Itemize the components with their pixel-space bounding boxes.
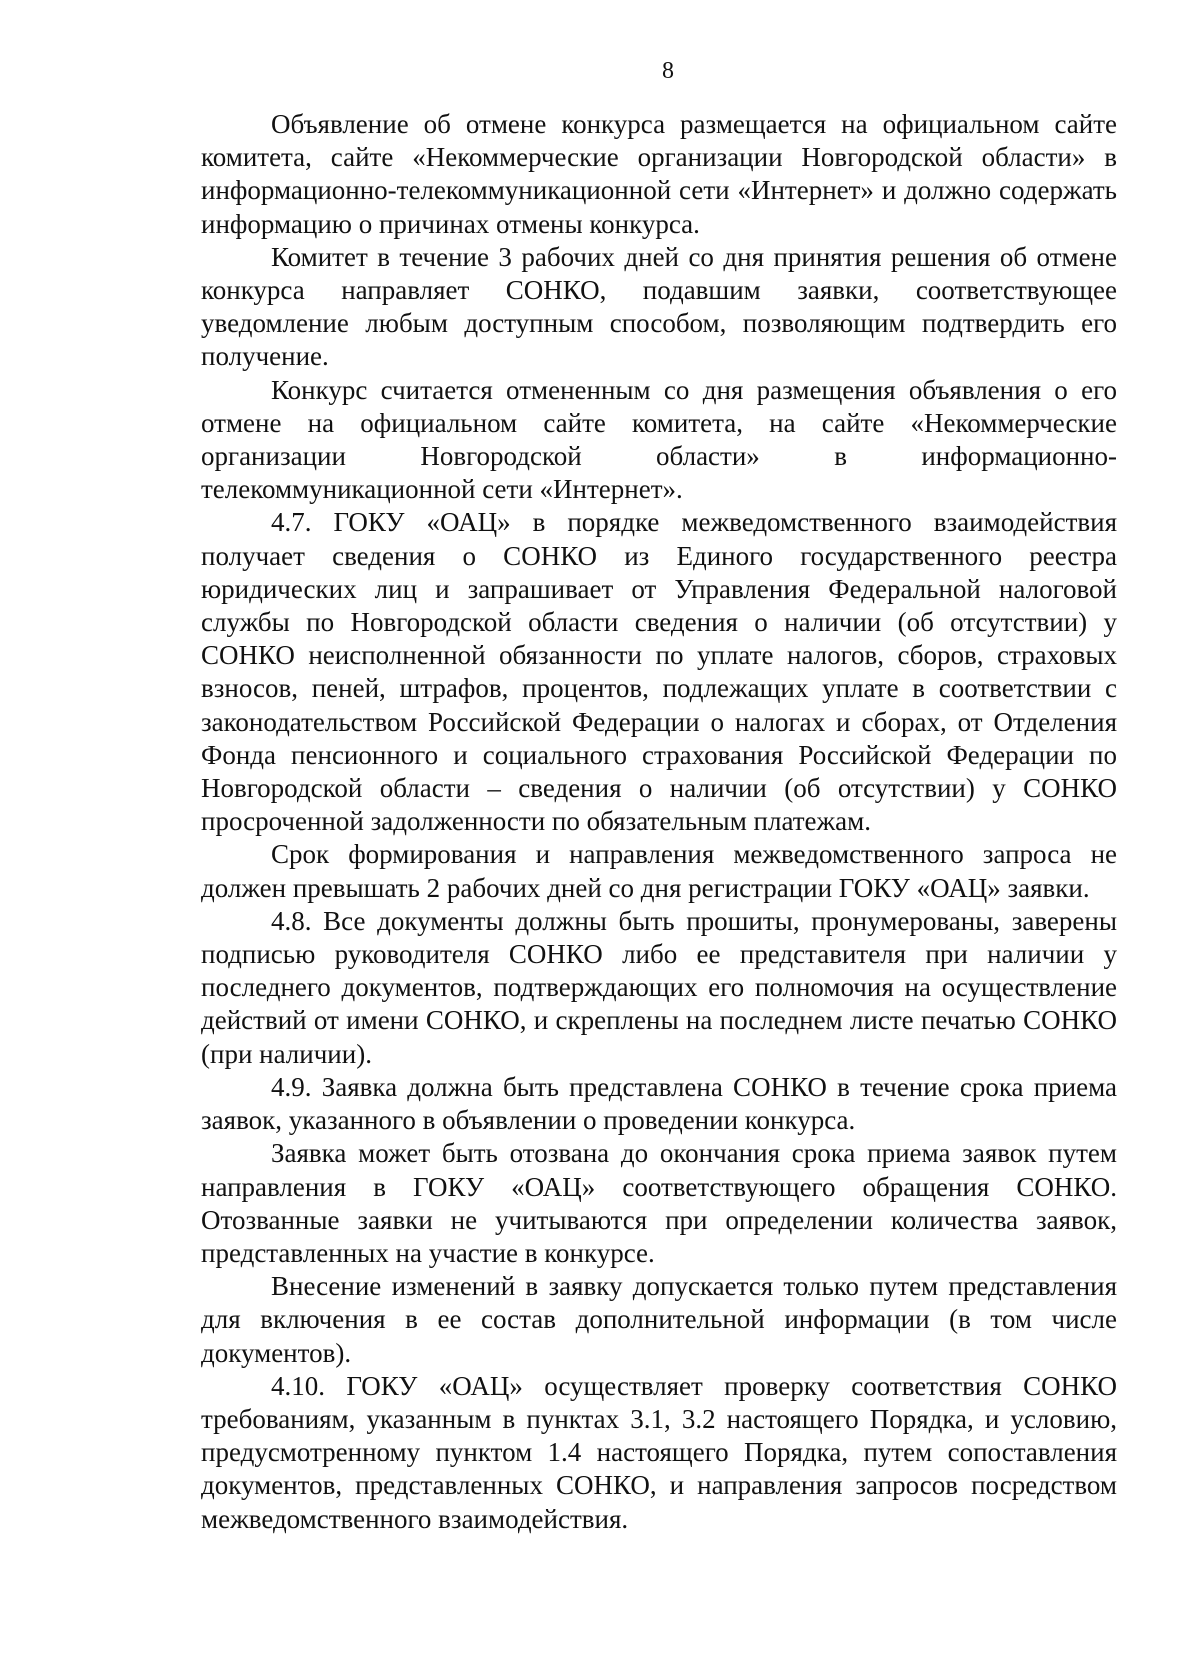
paragraph: Внесение изменений в заявку допускается только путем представления для включения в ее состав дополнительной информации (в том числе документов). — [201, 1271, 1117, 1368]
paragraph: Конкурс считается отмененным со дня размещения объявления о его отмене на официальном сайте комитета, на сайте «Некоммерческие организации Новгородской области» в информационно-телекоммуникационной сети «Интернет». — [201, 374, 1117, 505]
paragraph: Комитет в течение 3 рабочих дней со дня принятия решения об отмене конкурса направляет СОНКО, подавшим заявки, соответствующее уведомление любым доступным способом, позволяющим подтвердить его получение. — [201, 241, 1117, 372]
paragraph: Объявление об отмене конкурса размещается на официальном сайте комитета, сайте «Некоммерческие организации Новгородской области» в информационно-телекоммуникационной сети «Интернет» и должно содержать информацию о причинах отмены конкурса. — [201, 109, 1117, 239]
paragraph: Срок формирования и направления межведомственного запроса не должен превышать 2 рабочих дней со дня регистрации ГОКУ «ОАЦ» заявки. — [201, 839, 1117, 903]
paragraph: 4.7. ГОКУ «ОАЦ» в порядке межведомственного взаимодействия получает сведения о СОНКО из Единого государственного реестра юридических лиц и запрашивает от Управления Федеральной налоговой службы по Новгородской области сведения о наличии (об отсутствии) у СОНКО неисполненной обязанности по уплате налогов, сборов, страховых взносов, пеней, штрафов, процентов, подлежащих уплате в соответствии с законодательством Российской Федерации о налогах и сборах, от Отделения Фонда пенсионного и социального страхования Российской Федерации по Новгородской области – сведения о наличии (об отсутствии) у СОНКО просроченной задолженности по обязательным платежам. — [201, 507, 1117, 837]
page-number: 8 — [662, 58, 674, 84]
paragraph: 4.8. Все документы должны быть прошиты, пронумерованы, заверены подписью руководителя СОНКО либо ее представителя при наличии у последнего документов, подтверждающих его полномочия на осуществление действий от имени СОНКО, и скреплены на последнем листе печатью СОНКО (при наличии). — [201, 905, 1117, 1069]
paragraph: 4.10. ГОКУ «ОАЦ» осуществляет проверку соответствия СОНКО требованиям, указанным в пунктах 3.1, 3.2 настоящего Порядка, и условию, предусмотренному пунктом 1.4 настоящего Порядка, путем сопоставления документов, представленных СОНКО, и направления запросов посредством межведомственного взаимодействия. — [201, 1370, 1117, 1534]
paragraph: 4.9. Заявка должна быть представлена СОНКО в течение срока приема заявок, указанного в объявлении о проведении конкурса. — [201, 1071, 1117, 1136]
document-body — [201, 108, 1117, 1536]
paragraph: Заявка может быть отозвана до окончания срока приема заявок путем направления в ГОКУ «ОАЦ» соответствующего обращения СОНКО. Отозванные заявки не учитываются при определении количества заявок, представленных на участие в конкурсе. — [201, 1138, 1117, 1268]
